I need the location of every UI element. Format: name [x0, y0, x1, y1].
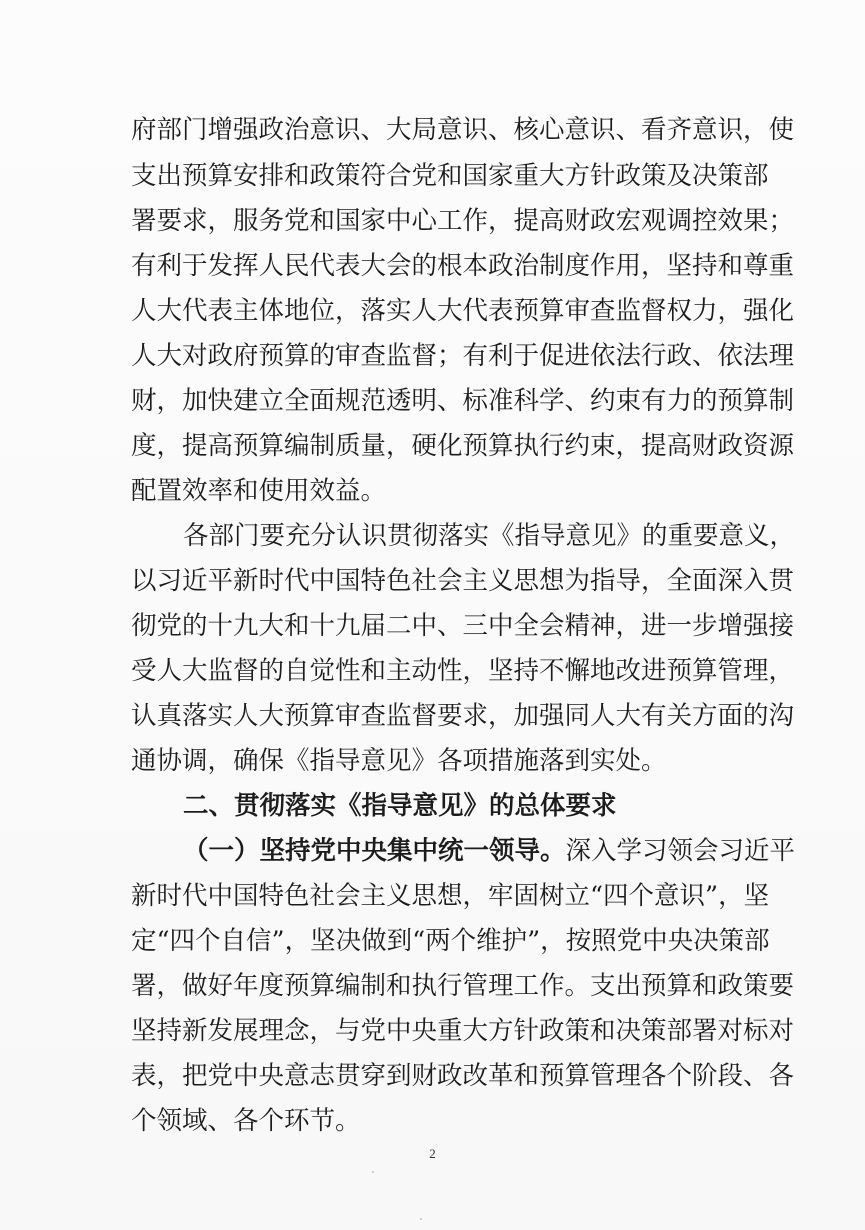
paragraph-line: 以习近平新时代中国特色社会主义思想为指导，全面深入贯 — [131, 566, 795, 596]
subsection-lead: （一）坚持党中央集中统一领导。 — [183, 836, 566, 866]
paragraph-line: 各部门要充分认识贯彻落实《指导意见》的重要意义， — [183, 521, 796, 551]
paragraph-line: 个领域、各个环节。 — [131, 1106, 361, 1136]
section-heading: 二、贯彻落实《指导意见》的总体要求 — [183, 791, 617, 821]
paragraph-line: 配置效率和使用效益。 — [131, 476, 387, 506]
paragraph-line: 府部门增强政治意识、大局意识、核心意识、看齐意识，使 — [131, 115, 795, 145]
paragraph-line: 署要求，服务党和国家中心工作，提高财政宏观调控效果； — [131, 206, 795, 236]
paragraph-line: 支出预算安排和政策符合党和国家重大方针政策及决策部 — [131, 161, 769, 191]
paragraph-line: 人大代表主体地位，落实人大代表预算审查监督权力，强化 — [131, 296, 795, 326]
subsection-first-line — [183, 835, 796, 867]
page-number: 2 — [429, 1146, 436, 1161]
paragraph-line: 财，加快建立全面规范透明、标准科学、约束有力的预算制 — [131, 386, 795, 416]
paragraph-line: 受人大监督的自觉性和主动性，坚持不懈地改进预算管理， — [131, 656, 795, 686]
paragraph-line: 署，做好年度预算编制和执行管理工作。支出预算和政策要 — [131, 971, 795, 1001]
paragraph-line: 表，把党中央意志贯穿到财政改革和预算管理各个阶段、各 — [131, 1061, 795, 1091]
paragraph-line: 人大对政府预算的审查监督；有利于促进依法行政、依法理 — [131, 341, 795, 371]
paragraph-line: 度，提高预算编制质量，硬化预算执行约束，提高财政资源 — [131, 431, 795, 461]
paragraph-line: 通协调，确保《指导意见》各项措施落到实处。 — [131, 746, 667, 776]
scan-speck — [420, 1218, 422, 1220]
paragraph-line: 彻党的十九大和十九届二中、三中全会精神，进一步增强接 — [131, 611, 795, 641]
paragraph-line: 有利于发挥人民代表大会的根本政治制度作用，坚持和尊重 — [131, 251, 795, 281]
paragraph-line: 坚持新发展理念，与党中央重大方针政策和决策部署对标对 — [131, 1016, 795, 1046]
paragraph-line: 定“四个自信”，坚决做到“两个维护”，按照党中央决策部 — [131, 926, 770, 956]
scan-speck — [372, 1171, 374, 1173]
paragraph-line: 认真落实人大预算审查监督要求，加强同人大有关方面的沟 — [131, 701, 795, 731]
paragraph-line: 新时代中国特色社会主义思想，牢固树立“四个意识”，坚 — [131, 881, 770, 911]
subsection-first-line-text: 深入学习领会习近平 — [565, 836, 796, 866]
